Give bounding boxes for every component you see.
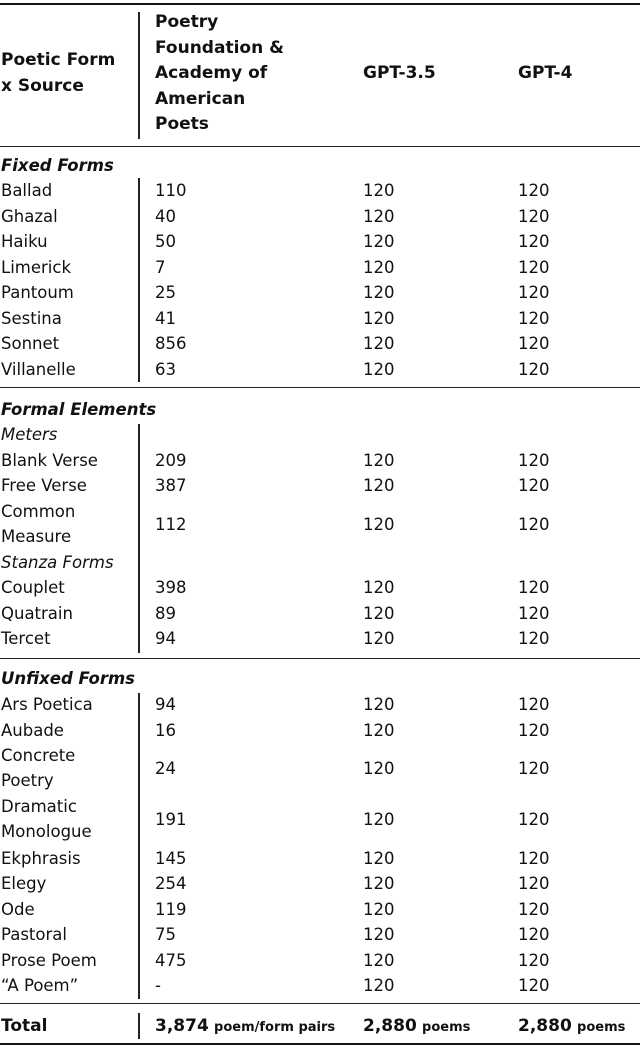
table-row	[0, 692, 640, 717]
header-line: Academy of	[155, 63, 268, 84]
gpt35-count: 120	[363, 629, 395, 648]
gpt4-count: 120	[518, 283, 550, 302]
column-divider	[138, 12, 140, 139]
form-name: Ghazal	[1, 206, 58, 226]
form-name: Ars Poetica	[1, 695, 93, 714]
pf-count: 16	[155, 720, 176, 740]
top-rule	[0, 3, 640, 5]
section-title: Formal Elements	[1, 400, 157, 419]
total-gpt4-value: 2,880	[518, 1016, 572, 1036]
gpt35-count: 120	[363, 874, 395, 893]
form-name: Free Verse	[1, 476, 87, 495]
section-rule	[0, 387, 640, 388]
table-row	[0, 718, 640, 743]
pf-count: 112	[155, 514, 187, 534]
pf-count: 398	[155, 578, 187, 597]
section-header-row	[0, 666, 640, 691]
table-row	[0, 280, 640, 305]
gpt35-count: 120	[363, 759, 395, 778]
gpt35-count: 120	[363, 925, 395, 944]
gpt35-count: 120	[363, 514, 395, 534]
gpt35-count: 120	[363, 976, 395, 995]
gpt4-count: 120	[518, 450, 550, 470]
form-name-line: Common	[1, 501, 76, 521]
header-poetry-foundation	[155, 10, 284, 138]
gpt4-count: 120	[518, 206, 550, 226]
total-pf	[155, 1012, 335, 1042]
pf-count: 110	[155, 181, 187, 200]
total-gpt4-unit: poems	[577, 1020, 626, 1035]
table-row	[0, 473, 640, 498]
gpt4-count: 120	[518, 514, 550, 534]
gpt35-count: 120	[363, 720, 395, 740]
pf-count: 89	[155, 603, 176, 623]
pf-count: 40	[155, 206, 176, 226]
pf-count: 191	[155, 810, 187, 829]
table-row	[0, 448, 640, 473]
pf-count: 25	[155, 283, 176, 302]
gpt35-count: 120	[363, 450, 395, 470]
gpt4-count: 120	[518, 720, 550, 740]
gpt4-count: 120	[518, 476, 550, 495]
bottom-rule	[0, 1043, 640, 1045]
total-row	[0, 1012, 640, 1040]
table-row	[0, 794, 640, 845]
form-name: Tercet	[1, 629, 51, 648]
gpt35-count: 120	[363, 476, 395, 495]
table-row	[0, 357, 640, 382]
table-row	[0, 306, 640, 331]
section-header-row	[0, 153, 640, 178]
form-name	[1, 499, 75, 550]
total-pf-value: 3,874	[155, 1016, 209, 1036]
header-poetic-form	[1, 48, 115, 99]
pf-count: 94	[155, 629, 176, 648]
pf-count: 63	[155, 359, 176, 379]
table-row	[0, 871, 640, 896]
gpt4-count: 120	[518, 232, 550, 251]
pf-count: 7	[155, 257, 166, 277]
table-row	[0, 846, 640, 871]
pf-count: 209	[155, 450, 187, 470]
table-row	[0, 626, 640, 651]
form-name: Ode	[1, 899, 35, 919]
table-row	[0, 178, 640, 203]
gpt35-count: 120	[363, 283, 395, 302]
total-gpt35-unit: poems	[422, 1020, 471, 1035]
form-name: Blank Verse	[1, 450, 98, 470]
pf-count: -	[155, 976, 161, 995]
gpt4-count: 120	[518, 925, 550, 944]
total-pf-unit: poem/form pairs	[214, 1020, 336, 1035]
gpt4-count: 120	[518, 578, 550, 597]
gpt4-count: 120	[518, 257, 550, 277]
pf-count: 41	[155, 308, 176, 328]
table-row	[0, 229, 640, 254]
gpt35-count: 120	[363, 848, 395, 868]
table-row	[0, 331, 640, 356]
gpt4-count: 120	[518, 308, 550, 328]
form-name: “A Poem”	[1, 976, 79, 995]
form-name-line: Monologue	[1, 822, 92, 842]
total-gpt4	[518, 1012, 625, 1042]
header-line: x Source	[1, 75, 84, 96]
form-name: Ekphrasis	[1, 848, 81, 868]
form-name: Pastoral	[1, 925, 67, 944]
total-label: Total	[1, 1016, 48, 1036]
gpt35-count: 120	[363, 578, 395, 597]
header-line: Poets	[155, 114, 209, 135]
subsection-title: Meters	[1, 425, 58, 444]
gpt35-count: 120	[363, 695, 395, 714]
pf-count: 94	[155, 695, 176, 714]
gpt35-count: 120	[363, 950, 395, 970]
form-name: Sestina	[1, 308, 62, 328]
section-header-row	[0, 397, 640, 422]
gpt4-count: 120	[518, 603, 550, 623]
gpt4-count: 120	[518, 899, 550, 919]
form-name	[1, 743, 75, 794]
header-gpt35: GPT-3.5	[363, 63, 436, 83]
form-name-line: Poetry	[1, 771, 54, 791]
form-name-line: Dramatic	[1, 797, 77, 816]
section-rule	[0, 658, 640, 659]
table-row	[0, 255, 640, 280]
form-name: Prose Poem	[1, 950, 97, 970]
form-name: Villanelle	[1, 359, 76, 379]
gpt35-count: 120	[363, 308, 395, 328]
total-rule	[0, 1003, 640, 1004]
pf-count: 24	[155, 759, 176, 778]
form-name: Haiku	[1, 232, 48, 251]
subsection-header-row	[0, 422, 640, 447]
gpt35-count: 120	[363, 603, 395, 623]
gpt4-count: 120	[518, 181, 550, 200]
gpt35-count: 120	[363, 359, 395, 379]
form-name: Elegy	[1, 874, 47, 893]
header-line: Foundation &	[155, 37, 284, 58]
table-row	[0, 897, 640, 922]
form-name: Ballad	[1, 181, 53, 200]
gpt4-count: 120	[518, 359, 550, 379]
subsection-header-row	[0, 550, 640, 575]
gpt35-count: 120	[363, 334, 395, 353]
form-name	[1, 794, 92, 845]
pf-count: 254	[155, 874, 187, 893]
header-line: Poetic Form	[1, 50, 116, 70]
form-name-line: Concrete	[1, 746, 76, 765]
gpt35-count: 120	[363, 232, 395, 251]
pf-count: 145	[155, 848, 187, 868]
form-name-line: Measure	[1, 526, 72, 546]
table-row	[0, 601, 640, 626]
gpt35-count: 120	[363, 899, 395, 919]
gpt35-count: 120	[363, 181, 395, 200]
subsection-title: Stanza Forms	[1, 552, 114, 572]
table-row	[0, 948, 640, 973]
section-title: Unfixed Forms	[1, 669, 135, 688]
form-name: Quatrain	[1, 603, 73, 623]
gpt4-count: 120	[518, 695, 550, 714]
section-title: Fixed Forms	[1, 156, 114, 175]
header-line: Poetry	[155, 12, 219, 32]
form-name: Pantoum	[1, 283, 74, 302]
pf-count: 475	[155, 950, 187, 970]
pf-count: 856	[155, 334, 187, 353]
gpt4-count: 120	[518, 629, 550, 648]
table-row	[0, 575, 640, 600]
form-name: Sonnet	[1, 334, 60, 353]
gpt35-count: 120	[363, 810, 395, 829]
form-name: Couplet	[1, 578, 65, 597]
gpt35-count: 120	[363, 257, 395, 277]
gpt4-count: 120	[518, 976, 550, 995]
gpt4-count: 120	[518, 874, 550, 893]
gpt4-count: 120	[518, 950, 550, 970]
header-rule	[0, 146, 640, 147]
table-row	[0, 922, 640, 947]
header-gpt4: GPT-4	[518, 63, 573, 83]
form-name: Limerick	[1, 257, 71, 277]
pf-count: 50	[155, 232, 176, 251]
pf-count: 75	[155, 925, 176, 944]
table-row	[0, 743, 640, 794]
gpt4-count: 120	[518, 848, 550, 868]
gpt35-count: 120	[363, 206, 395, 226]
table-row	[0, 204, 640, 229]
table-row	[0, 973, 640, 998]
table-row	[0, 499, 640, 550]
gpt4-count: 120	[518, 334, 550, 353]
pf-count: 119	[155, 899, 187, 919]
total-gpt35-value: 2,880	[363, 1016, 417, 1036]
total-gpt35	[363, 1012, 470, 1042]
form-name: Aubade	[1, 720, 64, 740]
gpt4-count: 120	[518, 810, 550, 829]
gpt4-count: 120	[518, 759, 550, 778]
header-line: American	[155, 88, 246, 109]
pf-count: 387	[155, 476, 187, 495]
